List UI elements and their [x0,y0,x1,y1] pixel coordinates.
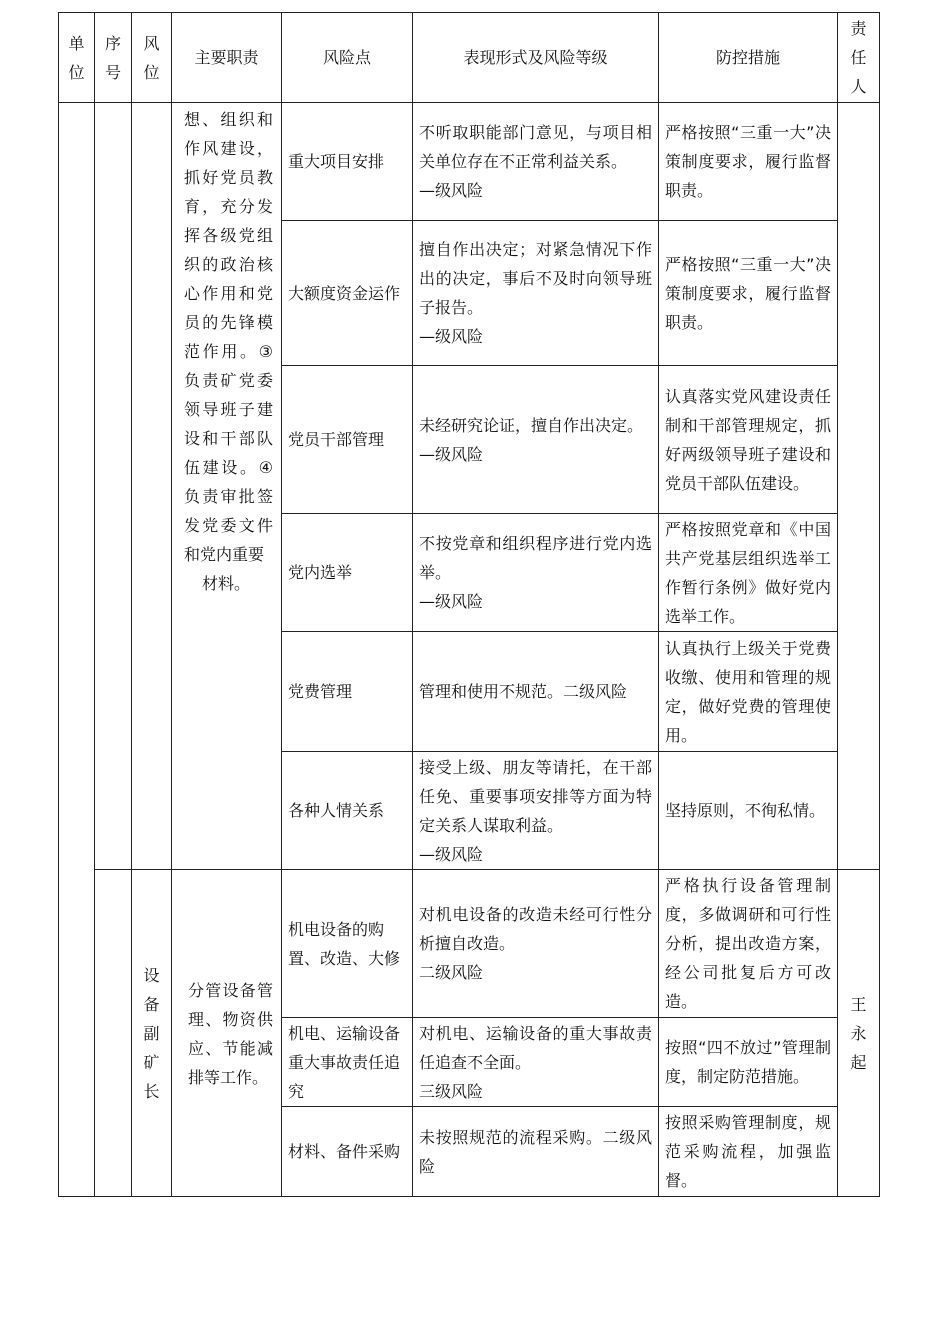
risk-form [413,870,659,1018]
risk-form [413,1107,659,1197]
risk-level: —级风险 [419,844,484,864]
header-post [132,13,172,103]
post-text: 设 备 副 矿 长 [143,965,160,1101]
risk-form [413,632,659,752]
responsible-text: 王 永 起 [850,994,867,1072]
risk-form-text: 接受上级、朋友等请托，在干部任免、重要事项安排等方面为特定关系人谋取利益。 [419,757,652,835]
risk-form-text: 管理和使用不规范。二级风险 [419,682,628,701]
risk-control-table [58,12,880,1197]
post-cell [132,870,172,1197]
risk-point: 各种人情关系 [282,752,413,870]
measure: 坚持原则，不徇私情。 [659,752,838,870]
table-row [59,103,880,221]
duty-cell: 分管设备管理、物资供应、节能减排等工作。 [172,870,282,1197]
measure: 严格执行设备管理制度，多做调研和可行性分析，提出改造方案，经公司批复后方可改造。 [659,870,838,1018]
risk-form-text: 对机电设备的改造未经可行性分析擅自改造。 [419,905,652,953]
measure: 认真落实党风建设责任制和干部管理规定，抓好两级领导班子建设和党员干部队伍建设。 [659,366,838,514]
risk-form-text: 对机电、运输设备的重大事故责任追查不全面。 [419,1023,652,1072]
duty-text: 想、组织和作风建设，抓好党员教育，充分发挥各级党组织的政治核心作用和党员的先锋模范作用。③负责矿党委领导班子建设和干部队伍建设。④负责审批签发党委文件和党内重要 [184,110,273,564]
measure: 严格按照党章和《中国共产党基层组织选举工作暂行条例》做好党内选举工作。 [659,514,838,632]
responsible-cell [838,870,880,1197]
measure: 认真执行上级关于党费收缴、使用和管理的规定，做好党费的管理使用。 [659,632,838,752]
risk-point: 机电设备的购置、改造、大修 [282,870,413,1018]
risk-level: 三级风险 [419,1081,484,1101]
table-row [59,870,880,1018]
measure: 严格按照“三重一大”决策制度要求，履行监督职责。 [659,221,838,366]
risk-level: 二级风险 [419,963,484,982]
measure: 严格按照“三重一大”决策制度要求，履行监督职责。 [659,103,838,221]
header-responsible [838,13,880,103]
risk-point: 党内选举 [282,514,413,632]
header-seq-text: 序 号 [104,33,121,82]
risk-form [413,752,659,870]
header-measures: 防控措施 [659,13,838,103]
duty-cell [172,103,282,870]
post-cell [132,103,172,870]
header-post-text: 风 位 [143,33,160,82]
risk-point: 党费管理 [282,632,413,752]
header-form-level: 表现形式及风险等级 [413,13,659,103]
risk-form-text: 未按照规范的流程采购。二级风险 [419,1127,652,1176]
unit-cell [59,103,95,1197]
risk-level: —级风险 [419,444,484,464]
measure: 按照“四不放过”管理制度，制定防范措施。 [659,1018,838,1107]
risk-level: —级风险 [419,181,484,200]
seq-cell [95,103,132,870]
header-responsible-text: 责 任 人 [850,19,867,96]
risk-point: 大额度资金运作 [282,221,413,366]
risk-point: 重大项目安排 [282,103,413,221]
header-unit-text: 单 位 [68,33,85,82]
header-row [59,13,880,103]
risk-form-text: 擅自作出决定；对紧急情况下作出的决定，事后不及时向领导班子报告。 [419,240,652,317]
risk-form [413,103,659,221]
risk-point: 机电、运输设备重大事故责任追究 [282,1018,413,1107]
risk-form [413,514,659,632]
header-risk-point: 风险点 [282,13,413,103]
seq-cell [95,870,132,1197]
risk-form-text: 不按党章和组织程序进行党内选举。 [419,534,652,582]
risk-form-text: 不听取职能部门意见，与项目相关单位存在不正常利益关系。 [419,123,652,171]
duty-text-tail: 材料。 [202,574,251,593]
risk-form [413,1018,659,1107]
measure: 按照采购管理制度，规范采购流程，加强监督。 [659,1107,838,1197]
risk-level: —级风险 [419,592,484,611]
responsible-cell [838,103,880,870]
risk-form-text: 未经研究论证，擅自作出决定。 [419,415,644,435]
header-duty: 主要职责 [172,13,282,103]
risk-form [413,366,659,514]
risk-point: 党员干部管理 [282,366,413,514]
header-unit [59,13,95,103]
risk-point: 材料、备件采购 [282,1107,413,1197]
risk-level: —级风险 [419,327,484,346]
header-seq [95,13,132,103]
risk-form [413,221,659,366]
